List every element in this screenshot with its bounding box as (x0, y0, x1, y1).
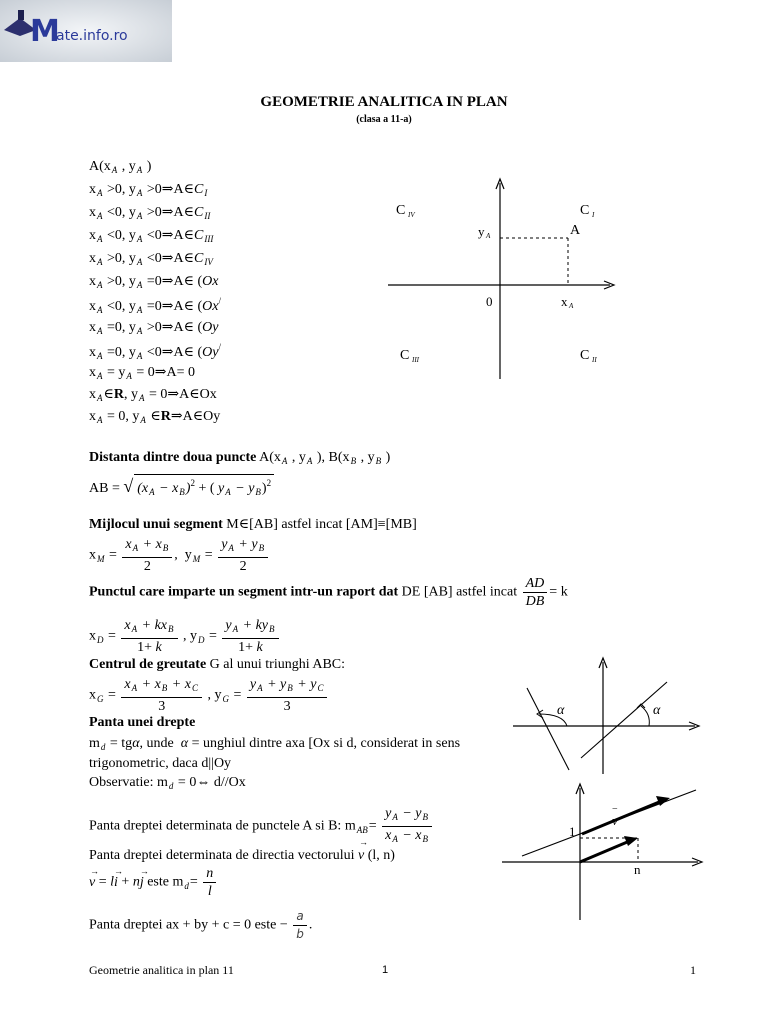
line-d2 (581, 682, 667, 758)
label-c4: C (396, 203, 406, 218)
label-a: A (570, 223, 581, 238)
slope-definition: $m_d = tg\alpha$, unde α = unghiul dintre axa [Ox si d, considerat in sens (89, 736, 461, 752)
vector-label: v (612, 813, 618, 828)
line-d1 (527, 688, 569, 770)
centroid-formula: $x_G$ = $\frac{x_A + x_B + x_C}{3}$ , $y_G$ = $\frac{y_A + y_B + y_C}{3}$ (89, 676, 329, 715)
footer-left: Geometrie analitica in plan 11 (89, 963, 234, 977)
quadrant-diagram (380, 175, 620, 385)
quadrant-rule: $x_A =0$, $y_A$ <0⇒A∈ (Oy/ (89, 342, 222, 361)
quadrant-rule: $A(x_A$ , $y_A$ ) (89, 159, 152, 175)
slope-general: Panta dreptei ax + by + c = 0 este − $\frac{a}{b}$ . (89, 909, 313, 941)
quadrant-rule: $x_A >0$, $y_A$ =0⇒A∈ (Ox (89, 274, 219, 290)
label-origin: 0 (486, 294, 493, 309)
quadrant-rule: $x_A >0$, $y_A$ $>0\Rightarrow A\in C_I$ (89, 182, 208, 198)
quadrant-rule: $x_A <0$, $y_A$ =0⇒A∈ (Ox/ (89, 296, 222, 315)
slope-angle-diagram (505, 652, 705, 777)
oy-real-rule: $x_A = 0$, $y_A$ ∈R⇒A∈Oy (89, 409, 221, 425)
quadrant-rule: $x_A <0$, $y_A$ $>0\Rightarrow A\in C_{II}$ (89, 205, 211, 221)
footer-center-page: 1 (382, 964, 389, 976)
footer-page-number: 1 (690, 963, 696, 977)
svg-text:III: III (412, 356, 419, 364)
label-one: 1 (569, 824, 576, 839)
svg-text:A: A (486, 232, 491, 240)
svg-text:I: I (592, 211, 595, 219)
slope-observation: Observatie: $m_d$ = 0⇔ d//Ox (89, 775, 246, 791)
quadrant-rule: $x_A >0$, $y_A$ $<0\Rightarrow A\in C_{IV}$ (89, 251, 213, 267)
alpha-label-2: α (653, 703, 661, 718)
direction-vector-diagram (500, 780, 710, 925)
page-title: GEOMETRIE ANALITICA IN PLAN (260, 94, 508, 110)
logo-m: M (30, 14, 60, 49)
alpha-label-1: α (557, 703, 565, 718)
slope-definition-2: trigonometric, daca d||Oy (89, 756, 232, 771)
slope-vector-formula: → v = l → i + n → j este $m_d=$ $\frac{n}{l}$ (89, 865, 218, 900)
midpoint-heading: Mijlocul unui segment M∈[AB] astfel incat [AM]≡[MB] (89, 517, 417, 532)
site-logo (0, 0, 172, 62)
svg-text:IV: IV (408, 211, 415, 219)
vector-v-base (580, 840, 632, 862)
ratio-heading: Punctul care imparte un segment intr-un raport dat DE [AB] astfel incat $\frac{AD}{DB}$ = k (89, 576, 568, 609)
vector-v-shifted (582, 800, 664, 834)
distance-formula: AB = √ $(x_A - x_B)^2$ + ( $y_A - y_B)^2$ (89, 474, 274, 500)
logo-text: ate.info.ro (56, 28, 128, 44)
label-c1: C (580, 203, 590, 218)
slope-heading: Panta unei drepte (89, 715, 196, 730)
label-c2: C (580, 348, 590, 363)
centroid-heading: Centrul de greutate G al unui triunghi ABC: (89, 657, 346, 672)
distance-heading: Distanta dintre doua puncte $A(x_A$ , $y_A$ ), $B(x_B$ , $y_B$ ) (89, 450, 391, 466)
midpoint-formula: $x_M$ = $\frac{x_A + x_B}{2}$ , $y_M$ = $\frac{y_A + y_B}{2}$ (89, 536, 270, 575)
origin-rule: $x_A = y_A$ = 0⇒A= 0 (89, 365, 196, 381)
quadrant-rule: $x_A =0$, $y_A$ >0⇒A∈ (Oy (89, 320, 219, 336)
ox-real-rule: $x_A\in R$, $y_A$ = 0⇒A∈Ox (89, 387, 217, 403)
quadrant-rule: $x_A <0$, $y_A$ $<0\Rightarrow A\in C_{III}$ (89, 228, 214, 244)
slope-two-points: Panta dreptei determinata de punctele A si B: $m_{AB}=$ $\frac{y_A - y_B}{x_A - x_B}$ (89, 805, 434, 848)
slope-vector-line: Panta dreptei determinata de directia vectorului → v (l, n) (89, 837, 395, 863)
svg-text:−: − (612, 804, 618, 815)
svg-text:II: II (592, 356, 597, 364)
label-n: n (634, 862, 641, 877)
label-xa: x (561, 294, 568, 309)
ratio-formula: $x_D$ = $\frac{x_A + kx_B}{1+ k}$ , $y_D$ = $\frac{y_A + ky_B}{1+ k}$ (89, 617, 281, 656)
page-subtitle: (clasa a 11-a) (356, 114, 412, 125)
label-ya: y (478, 224, 485, 239)
label-c3: C (400, 348, 410, 363)
svg-text:A: A (569, 302, 574, 310)
